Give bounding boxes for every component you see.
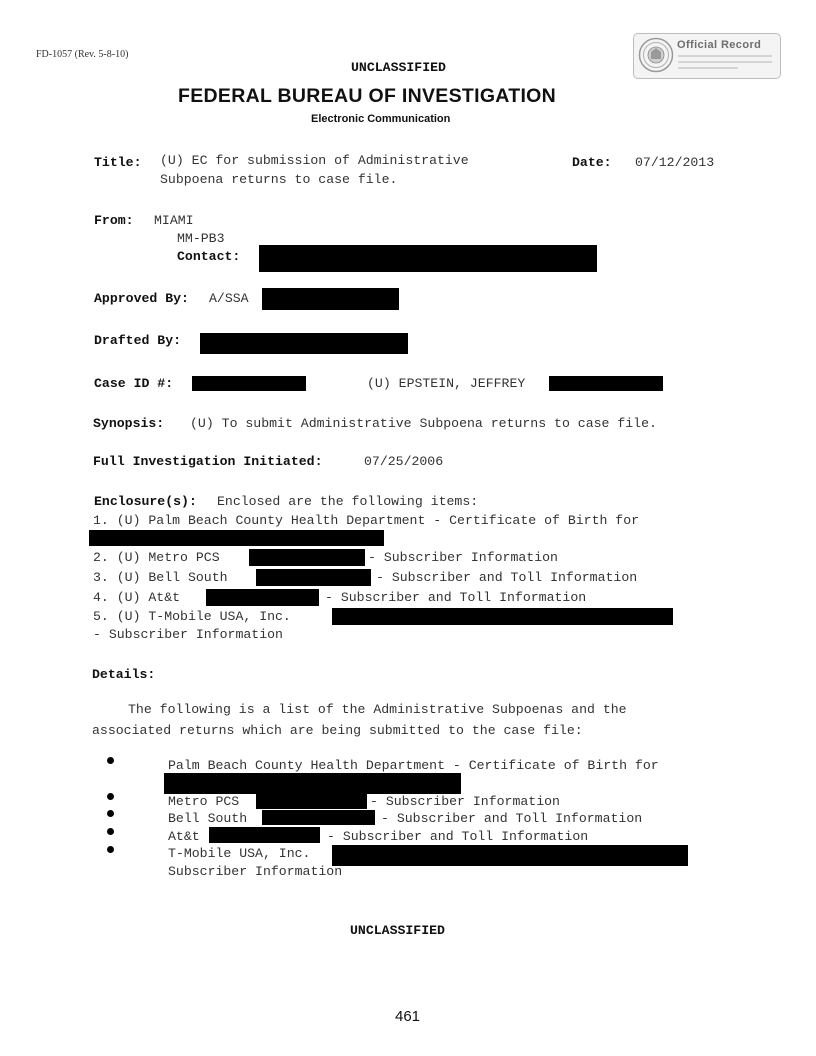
redaction-approver [262,288,399,310]
date-value: 07/12/2013 [635,155,715,170]
bullet-icon [107,757,114,764]
fbi-seal-icon [638,37,674,73]
enclosure-item: 4. (U) At&t [93,590,181,605]
enclosure-item-suffix: - Subscriber and Toll Information [325,590,587,605]
redaction-bullet-4 [209,827,320,843]
drafted-by-label: Drafted By: [94,333,182,348]
from-office: MIAMI [154,213,194,228]
enclosure-item-suffix: - Subscriber and Toll Information [376,570,638,585]
enclosure-item: 5. (U) T-Mobile USA, Inc. [93,609,291,624]
classification-top: UNCLASSIFIED [351,60,446,75]
details-paragraph-line-2: associated returns which are being submitted to the case file: [92,723,583,738]
redaction-drafter [200,333,408,354]
enclosure-item: 2. (U) Metro PCS [93,550,220,565]
details-bullet-item-suffix: Subscriber Information [168,864,343,879]
agency-title: FEDERAL BUREAU OF INVESTIGATION [178,85,557,107]
case-subject: (U) EPSTEIN, JEFFREY [367,376,526,391]
full-investigation-value: 07/25/2006 [364,454,444,469]
details-bullet-item-suffix: - Subscriber and Toll Information [381,811,643,826]
full-investigation-label: Full Investigation Initiated: [93,454,323,469]
title-line-2: Subpoena returns to case file. [160,172,398,187]
date-label: Date: [572,155,612,170]
redaction-contact [259,245,597,272]
details-bullet-item-suffix: - Subscriber and Toll Information [327,829,589,844]
document-type: Electronic Communication [311,113,451,125]
redaction-bullet-3 [262,810,375,825]
details-bullet-item-suffix: - Subscriber Information [370,794,560,809]
redaction-enclosure-5 [332,608,673,625]
details-label: Details: [92,667,156,682]
enclosure-item: 1. (U) Palm Beach County Health Department - Certificate of Birth for [93,513,640,528]
form-number: FD-1057 (Rev. 5-8-10) [36,49,129,60]
redaction-subject [549,376,663,391]
title-label: Title: [94,155,142,170]
enclosure-item-suffix: - Subscriber Information [93,627,283,642]
from-label: From: [94,213,134,228]
details-bullet-item: Bell South [168,811,248,826]
redaction-bullet-1 [164,773,461,794]
bullet-icon [107,793,114,800]
official-record-stamp [633,33,781,79]
redaction-enclosure-4 [206,589,319,606]
from-unit: MM-PB3 [177,231,225,246]
bullet-icon [107,828,114,835]
approved-by-value: A/SSA [209,291,249,306]
redaction-enclosure-2 [249,549,365,566]
redaction-case-id [192,376,306,391]
enclosures-label: Enclosure(s): [94,494,197,509]
details-paragraph-line-1: The following is a list of the Administrative Subpoenas and the [128,702,627,717]
synopsis-label: Synopsis: [93,416,165,431]
redaction-enclosure-3 [256,569,371,586]
details-bullet-item: Palm Beach County Health Department - Certificate of Birth for [168,758,659,773]
approved-by-label: Approved By: [94,291,189,306]
redaction-enclosure-1 [89,530,384,546]
bullet-icon [107,810,114,817]
classification-bottom: UNCLASSIFIED [350,923,445,938]
case-id-label: Case ID #: [94,376,174,391]
details-bullet-item: T-Mobile USA, Inc. [168,846,311,861]
details-bullet-item: Metro PCS [168,794,240,809]
enclosure-item: 3. (U) Bell South [93,570,228,585]
stamp-title: Official Record [677,39,762,51]
redaction-bullet-5 [332,845,688,866]
details-bullet-item: At&t [168,829,200,844]
redaction-bullet-2 [256,792,367,809]
enclosure-item-suffix: - Subscriber Information [368,550,558,565]
page-number: 461 [395,1008,421,1025]
synopsis-value: (U) To submit Administrative Subpoena returns to case file. [190,416,657,431]
contact-label: Contact: [177,249,241,264]
title-line-1: (U) EC for submission of Administrative [160,153,469,168]
bullet-icon [107,846,114,853]
enclosures-intro: Enclosed are the following items: [217,494,479,509]
